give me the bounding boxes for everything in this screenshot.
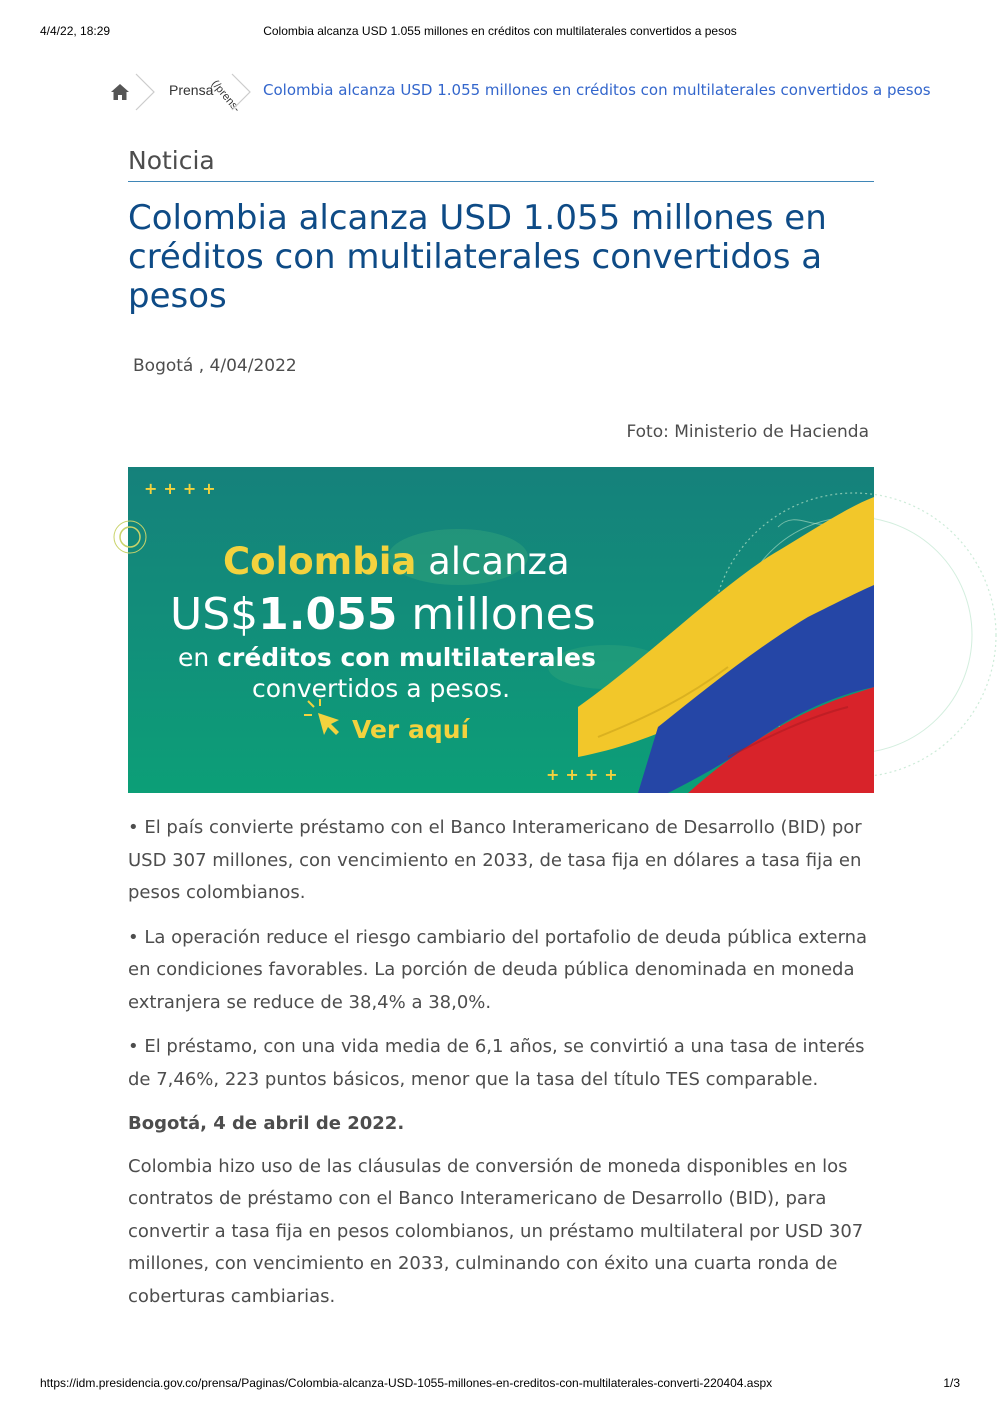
print-title: Colombia alcanza USD 1.055 millones en créditos con multilaterales convertidos a pesos	[263, 24, 737, 38]
breadcrumb-current[interactable]: Colombia alcanza USD 1.055 millones en créditos con multilaterales convertidos a pesos	[263, 81, 931, 99]
bullet-item: • La operación reduce el riesgo cambiario del portafolio de deuda pública externa en condiciones favorables. La porción de deuda pública denominada en moneda extranjera se reduce de 38,4% a 38,0%.	[128, 926, 868, 1013]
photo-credit: Foto: Ministerio de Hacienda	[626, 422, 869, 442]
breadcrumb	[106, 72, 931, 115]
breadcrumb-slug: (/prens-	[208, 78, 243, 115]
banner-line-2: US$1.055 millones	[170, 589, 596, 640]
chevron-right-icon	[134, 72, 156, 112]
page-title: Colombia alcanza USD 1.055 millones en créditos con multilaterales convertidos a pesos	[128, 198, 827, 316]
plus-decoration: ++++	[144, 479, 222, 498]
breadcrumb-item-prensa[interactable]: Prensa	[169, 82, 214, 98]
banner-line-1: Colombia alcanza	[223, 540, 570, 583]
print-footer	[40, 1376, 960, 1392]
home-icon[interactable]	[108, 80, 132, 104]
article-dateline: Bogotá , 4/04/2022	[133, 356, 297, 376]
print-header	[40, 24, 960, 40]
article-banner[interactable]	[128, 467, 874, 793]
page-number: 1/3	[943, 1376, 960, 1390]
section-label: Noticia	[128, 146, 215, 175]
chevron-right-icon	[230, 72, 252, 112]
bullet-item: • El país convierte préstamo con el Banco Interamericano de Desarrollo (BID) por USD 307 millones, con vencimiento en 2033, de tasa fija en dólares a tasa fija en pesos colombianos.	[128, 817, 862, 903]
plus-decoration: ++++	[546, 765, 624, 784]
article-body	[128, 812, 868, 1325]
bullet-item: • El préstamo, con una vida media de 6,1 años, se convirtió a una tasa de interés de 7,46%, 223 puntos básicos, menor que la tasa del título TES comparable.	[128, 1036, 865, 1090]
print-datetime: 4/4/22, 18:29	[40, 24, 111, 38]
banner-line-3: en créditos con multilaterales	[178, 643, 596, 672]
banner-line-4: convertidos a pesos.	[252, 674, 511, 703]
lead-dateline: Bogotá, 4 de abril de 2022.	[128, 1113, 405, 1134]
body-paragraph: Colombia hizo uso de las cláusulas de conversión de moneda disponibles en los contratos de préstamo con el Banco Interamericano de Desarrollo (BID), para convertir a tasa fija en pesos colombianos, un préstamo multilateral por USD 307 millones, con vencimiento en 2033, culminando con éxito una cuarta ronda de coberturas cambiarias.	[128, 1155, 864, 1307]
print-url: https://idm.presidencia.gov.co/prensa/Paginas/Colombia-alcanza-USD-1055-millones-en-creditos-con-multilaterales-converti-220404.aspx	[40, 1376, 773, 1390]
divider	[128, 181, 874, 182]
banner-cta[interactable]: Ver aquí	[352, 715, 470, 744]
